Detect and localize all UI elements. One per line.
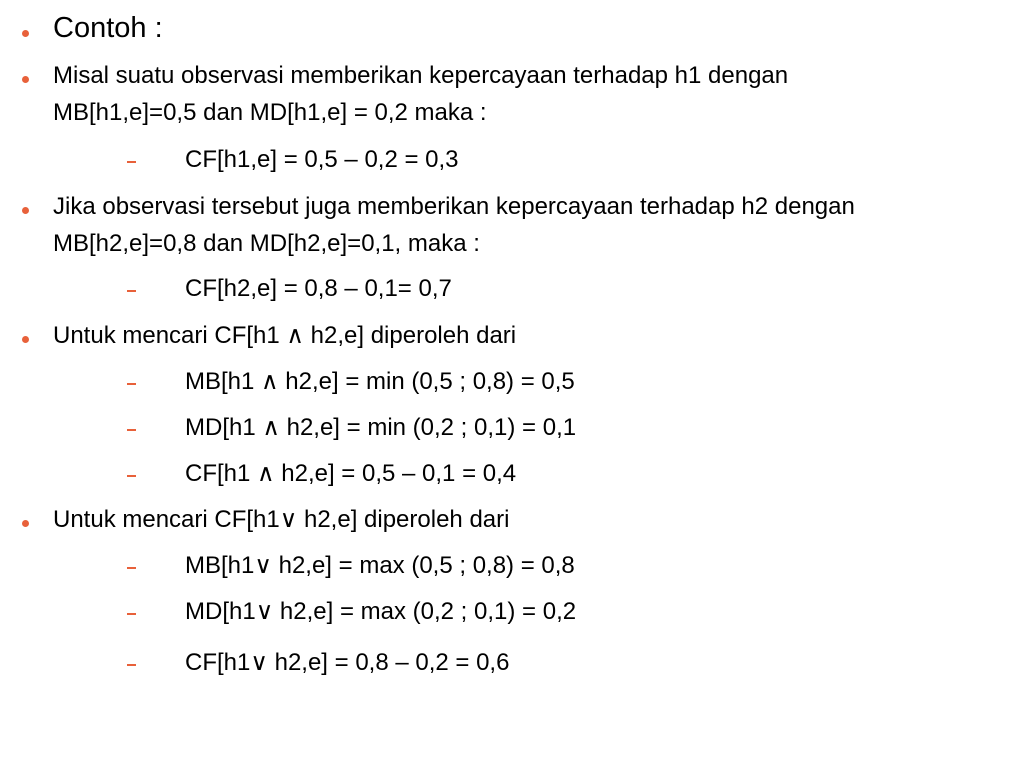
bullet-text: Misal suatu observasi memberikan kepercayaan terhadap h1 dengan [53, 62, 789, 89]
sub-bullet-text: CF[h1 ∧ h2,e] = 0,5 – 0,1 = 0,4 [185, 460, 517, 487]
heading-contoh: Contoh : [53, 12, 163, 44]
sub-bullet-dash [127, 161, 136, 163]
bullet-text: Jika observasi tersebut juga memberikan kepercayaan terhadap h2 dengan [53, 193, 855, 220]
bullet-marker [22, 336, 29, 343]
sub-bullet-text: MB[h1 ∧ h2,e] = min (0,5 ; 0,8) = 0,5 [185, 368, 575, 395]
bullet-text-continuation: MB[h1,e]=0,5 dan MD[h1,e] = 0,2 maka : [53, 99, 487, 126]
bullet-text: Untuk mencari CF[h1 ∧ h2,e] diperoleh dari [53, 322, 517, 349]
bullet-marker [22, 520, 29, 527]
sub-bullet-dash [127, 613, 136, 615]
bullet-text: Untuk mencari CF[h1∨ h2,e] diperoleh dari [53, 506, 510, 533]
bullet-marker [22, 30, 29, 37]
sub-bullet-text: CF[h1∨ h2,e] = 0,8 – 0,2 = 0,6 [185, 649, 510, 676]
sub-bullet-text: MD[h1∨ h2,e] = max (0,2 ; 0,1) = 0,2 [185, 598, 577, 625]
sub-bullet-text: CF[h2,e] = 0,8 – 0,1= 0,7 [185, 275, 452, 302]
sub-bullet-dash [127, 664, 136, 666]
sub-bullet-dash [127, 567, 136, 569]
bullet-text-continuation: MB[h2,e]=0,8 dan MD[h2,e]=0,1, maka : [53, 230, 480, 257]
bullet-marker [22, 207, 29, 214]
sub-bullet-dash [127, 429, 136, 431]
sub-bullet-text: MB[h1∨ h2,e] = max (0,5 ; 0,8) = 0,8 [185, 552, 575, 579]
sub-bullet-dash [127, 290, 136, 292]
bullet-marker [22, 76, 29, 83]
sub-bullet-dash [127, 383, 136, 385]
sub-bullet-text: CF[h1,e] = 0,5 – 0,2 = 0,3 [185, 146, 459, 173]
sub-bullet-text: MD[h1 ∧ h2,e] = min (0,2 ; 0,1) = 0,1 [185, 414, 577, 441]
sub-bullet-dash [127, 475, 136, 477]
